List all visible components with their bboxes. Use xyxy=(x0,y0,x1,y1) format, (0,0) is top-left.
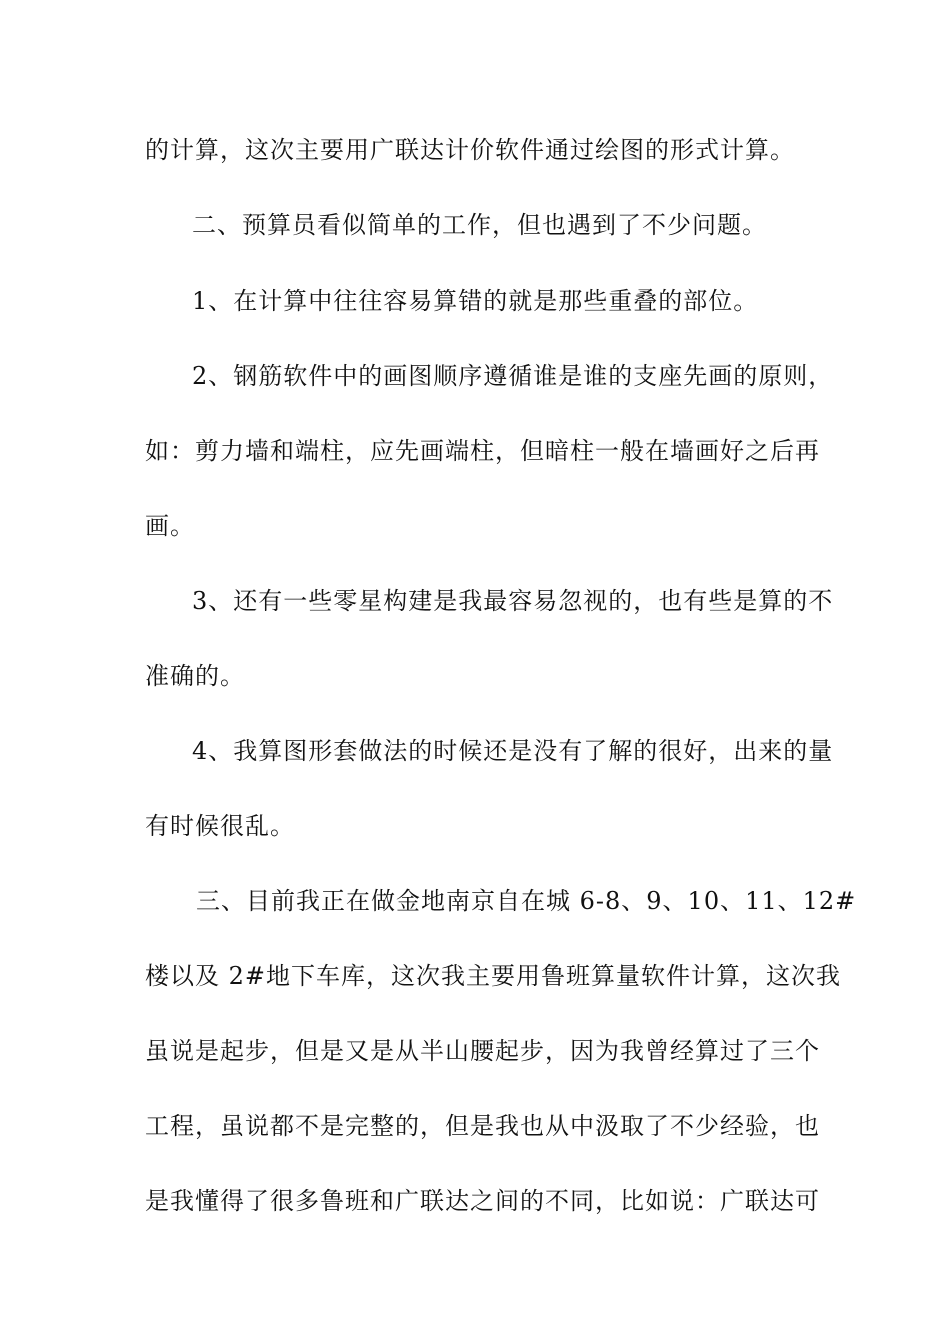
text-line-14: 工程，虽说都不是完整的，但是我也从中汲取了不少经验，也 xyxy=(145,1112,820,1140)
text-line-12: 楼以及 2#地下车库，这次我主要用鲁班算量软件计算，这次我 xyxy=(145,962,842,990)
text-line-11: 三、目前我正在做金地南京自在城 6-8、9、10、11、12# xyxy=(196,887,857,915)
text-line-6: 画。 xyxy=(145,512,195,540)
text-line-15: 是我懂得了很多鲁班和广联达之间的不同，比如说：广联达可 xyxy=(145,1187,820,1215)
text-line-8: 准确的。 xyxy=(145,662,245,690)
text-line-4: 2、钢筋软件中的画图顺序遵循谁是谁的支座先画的原则， xyxy=(192,362,834,390)
text-line-1: 的计算，这次主要用广联达计价软件通过绘图的形式计算。 xyxy=(145,136,795,164)
text-line-13: 虽说是起步，但是又是从半山腰起步，因为我曾经算过了三个 xyxy=(145,1037,820,1065)
text-line-10: 有时候很乱。 xyxy=(145,812,295,840)
text-line-7: 3、还有一些零星构建是我最容易忽视的，也有些是算的不 xyxy=(192,587,834,615)
text-line-5: 如：剪力墙和端柱，应先画端柱，但暗柱一般在墙画好之后再 xyxy=(145,437,820,465)
text-line-2: 二、预算员看似简单的工作，但也遇到了不少问题。 xyxy=(192,211,767,239)
text-line-9: 4、我算图形套做法的时候还是没有了解的很好，出来的量 xyxy=(192,737,834,765)
text-line-3: 1、在计算中往往容易算错的就是那些重叠的部位。 xyxy=(192,287,759,315)
